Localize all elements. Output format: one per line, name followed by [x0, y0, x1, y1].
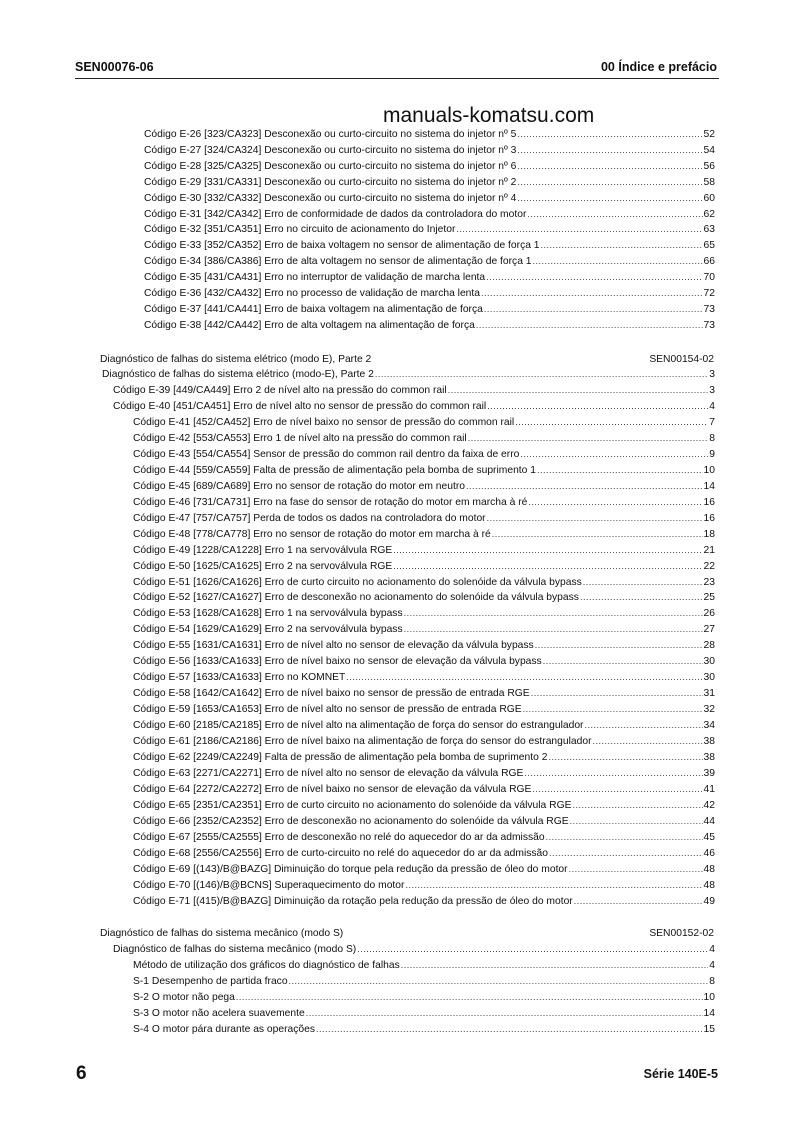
dot-leader — [572, 799, 702, 812]
toc-entry[interactable] — [144, 255, 715, 269]
toc-entry-page: 3 — [709, 385, 715, 396]
toc-entry[interactable] — [133, 512, 715, 526]
toc-entry-page: 34 — [703, 720, 715, 732]
toc-entry-title: Código E-49 [1228/CA1228] Erro 1 na servoválvula RGE — [133, 544, 393, 556]
toc-entry-page: 27 — [703, 624, 715, 636]
toc-entry-page: 22 — [703, 560, 715, 572]
toc-entry-page: 4 — [709, 400, 715, 412]
toc-entry-title: Código E-48 [778/CA778] Erro no sensor de rotação do motor em marcha à ré — [133, 528, 491, 540]
toc-entry-title: Código E-40 [451/CA451] Erro de nível alto no sensor de pressão do common rail — [113, 400, 487, 412]
toc-entry-page: 65 — [703, 240, 715, 252]
toc-entry[interactable] — [133, 991, 715, 1005]
toc-entry[interactable] — [144, 144, 715, 158]
dot-leader — [393, 544, 702, 557]
toc-entry[interactable] — [133, 639, 715, 653]
toc-entry-page: 7 — [709, 417, 715, 428]
toc-entry-page: 60 — [703, 192, 715, 204]
toc-entry[interactable] — [133, 576, 715, 590]
toc-entry-page: 70 — [703, 272, 715, 284]
toc-entry-title: Método de utilização dos gráficos do diagnóstico de falhas — [133, 960, 400, 971]
toc-entry[interactable] — [133, 959, 715, 973]
toc-entry-page: 58 — [703, 176, 715, 188]
toc-entry-title: Código E-64 [2272/CA2272] Erro de nível baixo no sensor de elevação da válvula RGE — [133, 783, 532, 795]
toc-entry-title: Código E-70 [(146)/B@BCNS] Superaquecimento do motor — [133, 879, 405, 891]
toc-entry-page: 30 — [703, 672, 715, 684]
toc-entry-title: Código E-33 [352/CA352] Erro de baixa voltagem no sensor de alimentação de força 1 — [144, 240, 540, 252]
toc-entry-page: 32 — [703, 704, 715, 716]
dot-leader — [517, 128, 702, 141]
toc-entry[interactable] — [133, 544, 715, 558]
dot-leader — [524, 767, 702, 780]
toc-entry-page: 41 — [703, 783, 715, 795]
toc-entry-page: 44 — [703, 815, 715, 827]
dot-leader — [393, 560, 702, 573]
dot-leader — [532, 783, 702, 796]
toc-entry[interactable] — [144, 287, 715, 301]
dot-leader — [523, 703, 703, 716]
toc-entry[interactable] — [144, 223, 715, 237]
dot-leader — [527, 208, 702, 221]
toc-entry-page: 10 — [703, 464, 715, 476]
toc-entry-title: S-1 Desempenho de partida fraco — [133, 975, 288, 987]
toc-entry-page: 3 — [709, 369, 715, 380]
toc-entry-title: Código E-61 [2186/CA2186] Erro de nível baixo na alimentação de força do sensor do estrangulador — [133, 736, 592, 747]
dot-leader — [492, 528, 703, 541]
toc-entry-page: 8 — [709, 975, 715, 987]
dot-leader — [570, 815, 703, 828]
toc-entry[interactable] — [133, 591, 715, 605]
toc-entry[interactable] — [133, 416, 715, 430]
toc-entry-page: 10 — [703, 991, 715, 1003]
toc-entry-page: 31 — [703, 688, 715, 700]
toc-entry-page: 72 — [703, 288, 715, 299]
dot-leader — [375, 368, 708, 381]
dot-leader — [517, 160, 702, 173]
toc-entry-page: 18 — [703, 528, 715, 540]
toc-entry-page: 4 — [709, 944, 715, 955]
header-divider — [75, 78, 719, 79]
toc-entry-title: Código E-51 [1626/CA1626] Erro de curto circuito no acionamento do solenóide da válvula bypass — [133, 576, 582, 588]
dot-leader — [486, 271, 702, 284]
toc-entry-title: Código E-67 [2555/CA2555] Erro de desconexão no relé do aquecedor do ar da admissão — [133, 831, 545, 843]
toc-entry[interactable] — [133, 783, 715, 797]
dot-leader — [531, 687, 703, 700]
toc-entry[interactable] — [133, 831, 715, 845]
watermark-text: manuals-komatsu.com — [383, 104, 595, 127]
dot-leader — [346, 671, 702, 684]
dot-leader — [585, 719, 703, 732]
toc-entry[interactable] — [133, 847, 715, 861]
toc-entry-page: 73 — [703, 319, 715, 331]
dot-leader — [537, 464, 703, 477]
toc-entry[interactable] — [133, 815, 715, 829]
toc-entry[interactable] — [133, 623, 715, 637]
toc-entry-title: Código E-43 [554/CA554] Sensor de pressão do common rail dentro da faixa de erro — [133, 448, 520, 460]
toc-entry[interactable] — [102, 368, 715, 382]
toc-entry[interactable] — [133, 1007, 715, 1021]
toc-entry-page: 16 — [703, 512, 715, 524]
toc-entry-page: 49 — [703, 895, 715, 907]
toc-entry-title: Código E-45 [689/CA689] Erro no sensor de rotação do motor em neutro — [133, 480, 465, 492]
toc-entry-page: 23 — [703, 576, 715, 588]
page-number: 6 — [76, 1063, 87, 1084]
toc-entry-title: Código E-56 [1633/CA1633] Erro de nível baixo no sensor de elevação da válvula bypass — [133, 656, 542, 668]
toc-entry-page: 8 — [709, 432, 715, 444]
toc-entry[interactable] — [133, 879, 715, 893]
section-heading-title: Diagnóstico de falhas do sistema mecânico (modo S) — [100, 928, 344, 939]
toc-entry[interactable] — [133, 528, 715, 542]
toc-entry-title: S-4 O motor pára durante as operações — [133, 1023, 316, 1035]
toc-entry-page: 21 — [703, 544, 715, 556]
toc-entry-page: 73 — [703, 303, 715, 315]
toc-entry-page: 25 — [703, 592, 715, 604]
toc-entry[interactable] — [144, 192, 715, 206]
toc-entry-page: 38 — [703, 751, 715, 763]
dot-leader — [357, 943, 708, 956]
toc-entry[interactable] — [144, 160, 715, 174]
toc-entry-title: Código E-71 [(415)/B@BAZG] Diminuição da rotação pela redução da pressão de óleo do motor — [133, 895, 573, 907]
dot-leader — [456, 223, 702, 236]
toc-entry[interactable] — [133, 687, 715, 701]
toc-entry-title: Diagnóstico de falhas do sistema mecânico (modo S) — [113, 944, 357, 955]
toc-entry-page: 15 — [703, 1023, 715, 1035]
toc-entry-title: Código E-31 [342/CA342] Erro de conformidade de dados da controladora do motor — [144, 208, 527, 220]
toc-entry-title: Código E-63 [2271/CA2271] Erro de nível alto no sensor de elevação da válvula RGE — [133, 767, 524, 779]
dot-leader — [574, 895, 703, 908]
toc-entry-title: Código E-39 [449/CA449] Erro 2 de nível alto na pressão do common rail — [113, 385, 447, 396]
dot-leader — [520, 448, 708, 461]
toc-entry[interactable] — [144, 128, 715, 142]
toc-entry[interactable] — [133, 751, 715, 765]
series-label: Série 140E-5 — [643, 1067, 718, 1081]
toc-entry-title: Código E-62 [2249/CA2249] Falta de pressão de alimentação pela bomba de suprimento 2 — [133, 751, 548, 763]
dot-leader — [484, 303, 703, 316]
toc-entry-title: Código E-35 [431/CA431] Erro no interruptor de validação de marcha lenta — [144, 272, 486, 284]
dot-leader — [404, 623, 703, 636]
toc-entry[interactable] — [133, 480, 715, 494]
toc-entry[interactable] — [144, 271, 715, 285]
toc-entry-title: Código E-34 [386/CA386] Erro de alta voltagem no sensor de alimentação de força 1 — [144, 256, 532, 268]
dot-leader — [546, 831, 703, 844]
toc-entry[interactable] — [144, 239, 715, 253]
toc-entry[interactable] — [133, 671, 715, 685]
toc-entry[interactable] — [144, 319, 715, 333]
dot-leader — [236, 991, 703, 1004]
toc-entry-title: Código E-60 [2185/CA2185] Erro de nível alto na alimentação de força do sensor do estrangulador — [133, 720, 584, 732]
toc-entry-title: Código E-26 [323/CA323] Desconexão ou curto-circuito no sistema do injetor nº 5 — [144, 129, 517, 140]
dot-leader — [528, 496, 702, 509]
section-heading-code: SEN00154-02 — [649, 354, 714, 365]
toc-entry-title: Código E-37 [441/CA441] Erro de baixa voltagem na alimentação de força — [144, 303, 483, 315]
toc-entry-title: Código E-29 [331/CA331] Desconexão ou curto-circuito no sistema do injetor nº 2 — [144, 176, 517, 188]
toc-entry-title: Código E-68 [2556/CA2556] Erro de curto-circuito no relé do aquecedor do ar da admissão — [133, 847, 548, 859]
toc-entry[interactable] — [133, 975, 715, 989]
section-heading — [100, 353, 714, 366]
toc-entry-page: 4 — [709, 960, 715, 971]
toc-entry-page: 52 — [703, 129, 715, 140]
toc-entry-title: Código E-52 [1627/CA1627] Erro de desconexão no acionamento do solenóide da válvula bypass — [133, 592, 579, 604]
toc-entry[interactable] — [133, 1023, 715, 1037]
dot-leader — [583, 576, 703, 589]
toc-entry[interactable] — [144, 303, 715, 317]
toc-entry-title: Código E-66 [2352/CA2352] Erro de desconexão no acionamento do solenóide da válvula RGE — [133, 815, 569, 827]
toc-entry-page: 42 — [703, 799, 715, 811]
section-heading-title: Diagnóstico de falhas do sistema elétrico (modo E), Parte 2 — [100, 354, 372, 365]
toc-entry-page: 56 — [703, 160, 715, 172]
dot-leader — [289, 975, 709, 988]
toc-entry-page: 30 — [703, 656, 715, 668]
toc-entry-page: 62 — [703, 208, 715, 220]
toc-entry[interactable] — [113, 943, 715, 957]
toc-entry[interactable] — [144, 208, 715, 222]
toc-entry-title: Diagnóstico de falhas do sistema elétrico (modo-E), Parte 2 — [102, 369, 374, 380]
toc-entry-page: 39 — [703, 767, 715, 779]
toc-entry-title: Código E-54 [1629/CA1629] Erro 2 na servoválvula bypass — [133, 624, 403, 636]
toc-entry-title: Código E-46 [731/CA731] Erro na fase do sensor de rotação do motor em marcha à ré — [133, 496, 528, 508]
toc-entry-page: 14 — [703, 1007, 715, 1019]
section-heading — [100, 927, 714, 940]
toc-entry[interactable] — [133, 719, 715, 733]
toc-entry-title: Código E-30 [332/CA332] Desconexão ou curto-circuito no sistema do injetor nº 4 — [144, 192, 517, 204]
toc-entry-title: Código E-59 [1653/CA1653] Erro de nível alto no sensor de pressão de entrada RGE — [133, 704, 522, 716]
toc-entry-title: Código E-44 [559/CA559] Falta de pressão de alimentação pela bomba de suprimento 1 — [133, 464, 536, 476]
dot-leader — [569, 863, 703, 876]
document-code: SEN00076-06 — [75, 60, 154, 74]
toc-entry-page: 46 — [703, 847, 715, 859]
toc-entry-title: Código E-53 [1628/CA1628] Erro 1 na servoválvula bypass — [133, 608, 403, 620]
toc-entry-page: 63 — [703, 224, 715, 236]
toc-entry[interactable] — [113, 384, 715, 398]
toc-entry-page: 45 — [703, 831, 715, 843]
toc-entry[interactable] — [133, 735, 715, 749]
toc-entry[interactable] — [133, 496, 715, 510]
section-title: 00 Índice e prefácio — [600, 60, 717, 74]
dot-leader — [487, 400, 708, 413]
dot-leader — [515, 416, 708, 429]
dot-leader — [533, 255, 703, 268]
dot-leader — [405, 879, 702, 892]
toc-entry-title: Código E-55 [1631/CA1631] Erro de nível alto no sensor de elevação da válvula bypass — [133, 640, 534, 652]
toc-entry-title: S-2 O motor não pega — [133, 991, 235, 1003]
toc-entry-title: Código E-50 [1625/CA1625] Erro 2 na servoválvula RGE — [133, 560, 393, 572]
toc-entry-title: Código E-69 [(143)/B@BAZG] Diminuição do torque pela redução da pressão de óleo do motor — [133, 863, 568, 875]
toc-entry[interactable] — [133, 767, 715, 781]
dot-leader — [517, 192, 702, 205]
dot-leader — [593, 735, 703, 748]
toc-entry-title: Código E-47 [757/CA757] Perda de todos os dados na controladora do motor — [133, 512, 486, 524]
dot-leader — [548, 751, 702, 764]
toc-entry-page: 28 — [703, 640, 715, 652]
dot-leader — [448, 384, 709, 397]
dot-leader — [580, 591, 703, 604]
dot-leader — [517, 176, 702, 189]
dot-leader — [481, 287, 703, 300]
toc-entry-title: Código E-27 [324/CA324] Desconexão ou curto-circuito no sistema do injetor nº 3 — [144, 144, 517, 156]
dot-leader — [541, 239, 703, 252]
toc-entry-title: Código E-38 [442/CA442] Erro de alta voltagem na alimentação de força — [144, 319, 475, 331]
section-heading-code: SEN00152-02 — [649, 928, 714, 939]
toc-entry[interactable] — [133, 703, 715, 717]
toc-entry-title: Código E-32 [351/CA351] Erro no circuito de acionamento do Injetor — [144, 224, 456, 236]
toc-entry-page: 26 — [703, 608, 715, 620]
toc-entry[interactable] — [133, 464, 715, 478]
toc-entry-title: Código E-41 [452/CA452] Erro de nível baixo no sensor de pressão do common rail — [133, 417, 515, 428]
toc-entry-title: Código E-42 [553/CA553] Erro 1 de nível alto na pressão do common rail — [133, 432, 467, 444]
toc-entry[interactable] — [113, 400, 715, 414]
dot-leader — [535, 639, 703, 652]
toc-entry-title: Código E-65 [2351/CA2351] Erro de curto circuito no acionamento do solenóide da válvula RGE — [133, 799, 572, 811]
toc-entry[interactable] — [133, 655, 715, 669]
toc-entry[interactable] — [144, 176, 715, 190]
dot-leader — [543, 655, 703, 668]
toc-entry-title: Código E-36 [432/CA432] Erro no processo de validação de marcha lenta — [144, 288, 480, 299]
dot-leader — [466, 480, 703, 493]
dot-leader — [404, 607, 703, 620]
dot-leader — [476, 319, 703, 332]
toc-entry-title: Código E-57 [1633/CA1633] Erro no KOMNET — [133, 672, 346, 684]
dot-leader — [487, 512, 703, 525]
toc-entry-title: S-3 O motor não acelera suavemente — [133, 1007, 305, 1019]
toc-entry[interactable] — [133, 560, 715, 574]
toc-entry[interactable] — [133, 607, 715, 621]
dot-leader — [468, 432, 709, 445]
dot-leader — [316, 1023, 703, 1036]
toc-entry-page: 14 — [703, 480, 715, 492]
toc-entry-page: 48 — [703, 863, 715, 875]
toc-entry-title: Código E-58 [1642/CA1642] Erro de nível baixo no sensor de pressão de entrada RGE — [133, 688, 530, 700]
toc-entry-page: 38 — [703, 736, 715, 747]
dot-leader — [306, 1007, 703, 1020]
toc-entry[interactable] — [133, 863, 715, 877]
toc-entry[interactable] — [133, 448, 715, 462]
dot-leader — [401, 959, 709, 972]
toc-entry[interactable] — [133, 799, 715, 813]
dot-leader — [549, 847, 703, 860]
toc-entry-page: 9 — [709, 448, 715, 460]
toc-entry-page: 16 — [703, 496, 715, 508]
toc-entry[interactable] — [133, 895, 715, 909]
toc-entry-title: Código E-28 [325/CA325] Desconexão ou curto-circuito no sistema do injetor nº 6 — [144, 160, 517, 172]
toc-entry-page: 48 — [703, 879, 715, 891]
toc-entry-page: 66 — [703, 256, 715, 268]
toc-entry[interactable] — [133, 432, 715, 446]
toc-entry-page: 54 — [703, 144, 715, 156]
dot-leader — [517, 144, 702, 157]
